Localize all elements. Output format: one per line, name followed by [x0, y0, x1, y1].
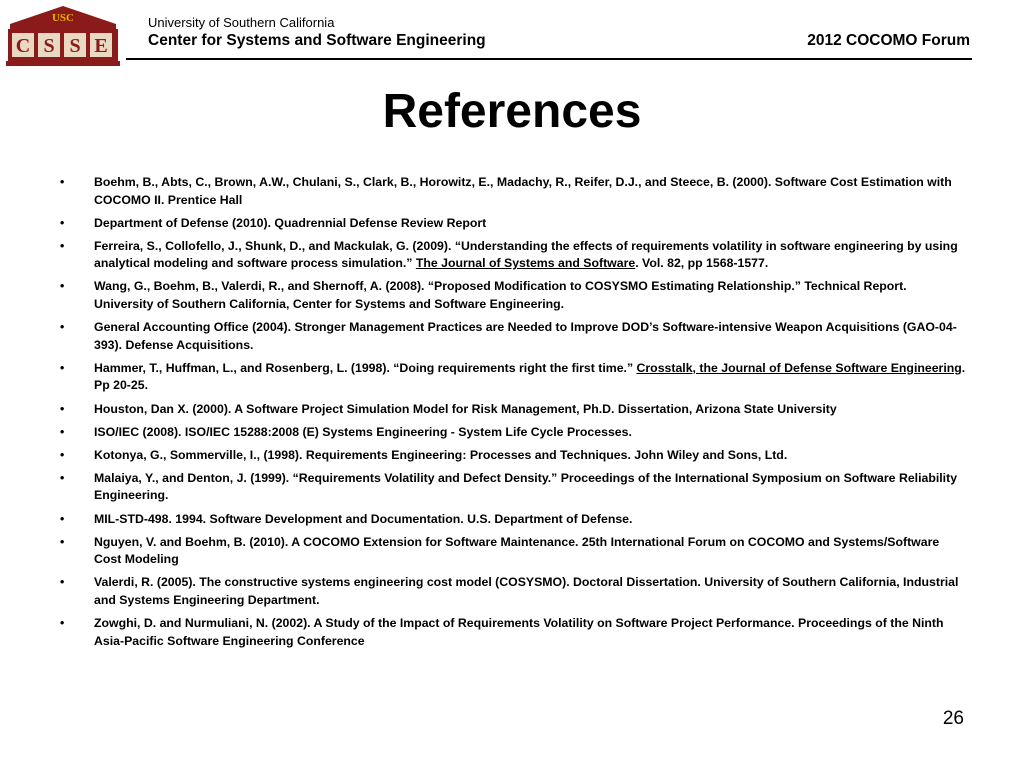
reference-text-tail: . Pp 20-25.: [94, 360, 966, 393]
reference-text: General Accounting Office (2004). Stronger Management Practices are Needed to Improve DOD’s Software-intensive Weapon Acquisitions (GAO-04-393). Defense Acquisitions.: [94, 320, 957, 352]
bullet: •: [60, 175, 65, 189]
header-divider: [126, 58, 972, 60]
reference-item: [58, 511, 968, 529]
reference-item: [58, 238, 968, 273]
bullet: •: [60, 424, 65, 439]
reference-item: [58, 615, 968, 650]
reference-text: Hammer, T., Huffman, L., and Rosenberg, L. (1998). “Doing requirements right the first time.”: [94, 360, 637, 375]
reference-text-tail: . Vol. 82, pp 1568-1577.: [635, 256, 769, 271]
bullet: •: [60, 575, 65, 590]
logo-beam: [10, 24, 116, 29]
logo-usc-text: USC: [51, 12, 75, 24]
bullet: •: [60, 279, 65, 294]
reference-item: [58, 424, 968, 442]
bullet: •: [60, 238, 65, 253]
journal-title: Crosstalk, the Journal of Defense Software Engineering: [636, 360, 962, 375]
org-name: University of Southern California: [148, 15, 335, 30]
logo-letter: C: [15, 35, 31, 57]
reference-item: [58, 401, 968, 419]
reference-text: Zowghi, D. and Nurmuliani, N. (2002). A Study of the Impact of Requirements Volatility on Software Project Performance. Proceedings of the Ninth Asia-Pacific Software Engineering Conference: [94, 615, 944, 648]
reference-list: [58, 174, 968, 656]
reference-item: [58, 319, 968, 354]
bullet: •: [60, 534, 65, 549]
reference-item: [58, 360, 968, 395]
reference-item: [58, 574, 968, 609]
reference-item: [58, 278, 968, 313]
reference-text: Valerdi, R. (2005). The constructive systems engineering cost model (COSYSMO). Doctoral Dissertation. University of Southern California, Industrial and Systems Engineering Department.: [94, 575, 959, 607]
bullet: •: [60, 447, 65, 462]
reference-item: [58, 447, 968, 465]
reference-text: Malaiya, Y., and Denton, J. (1999). “Requirements Volatility and Defect Density.” Proceedings of the International Symposium on Software Reliability Engineering.: [94, 470, 958, 503]
bullet: •: [60, 511, 65, 526]
reference-text: Boehm, B., Abts, C., Brown, A.W., Chulani, S., Clark, B., Horowitz, E., Madachy, R., Reifer, D.J., and Steece, B. (2000). Software Cost Estimation with COCOMO II. Prentice Hall: [94, 175, 952, 207]
bullet: •: [60, 615, 65, 630]
logo-letter: S: [43, 35, 55, 57]
reference-text: Houston, Dan X. (2000). A Software Project Simulation Model for Risk Management, Ph.D. Dissertation, Arizona State University: [94, 401, 837, 416]
logo-step: [6, 61, 120, 66]
bullet: •: [60, 360, 65, 375]
reference-text: Nguyen, V. and Boehm, B. (2010). A COCOMO Extension for Software Maintenance. 25th International Forum on COCOMO and Systems/Software Cost Modeling: [94, 534, 940, 567]
reference-text: ISO/IEC (2008). ISO/IEC 15288:2008 (E) Systems Engineering - System Life Cycle Processes.: [94, 424, 632, 439]
bullet: •: [60, 320, 65, 335]
csse-logo: [6, 4, 120, 66]
reference-item: [58, 174, 968, 209]
reference-text: Kotonya, G., Sommerville, I., (1998). Requirements Engineering: Processes and Techniques. John Wiley and Sons, Ltd.: [94, 447, 788, 462]
bullet: •: [60, 401, 65, 416]
journal-title: The Journal of Systems and Software: [415, 256, 636, 271]
page-number: 26: [942, 708, 964, 729]
reference-item: [58, 215, 968, 233]
reference-text: Department of Defense (2010). Quadrennial Defense Review Report: [94, 215, 487, 230]
reference-text: Ferreira, S., Collofello, J., Shunk, D., and Mackulak, G. (2009). “Understanding the effects of requirements volatility in software engineering by using analytical modeling and software process simulation.”: [94, 238, 958, 271]
reference-text: Wang, G., Boehm, B., Valerdi, R., and Shernoff, A. (2008). “Proposed Modification to COSYSMO Estimating Relationship.” Technical Report. University of Southern California, Center for Systems and Software Engineering.: [94, 279, 907, 312]
dept-name: Center for Systems and Software Engineering: [148, 32, 486, 49]
reference-item: [58, 534, 968, 569]
logo-letter: S: [69, 35, 81, 57]
bullet: •: [60, 470, 65, 485]
bullet: •: [60, 215, 65, 230]
reference-text: MIL-STD-498. 1994. Software Development and Documentation. U.S. Department of Defense.: [94, 511, 633, 526]
slide-title: References: [382, 85, 642, 138]
reference-item: [58, 470, 968, 505]
logo-letter: E: [94, 35, 108, 57]
forum-name: 2012 COCOMO Forum: [807, 32, 970, 49]
